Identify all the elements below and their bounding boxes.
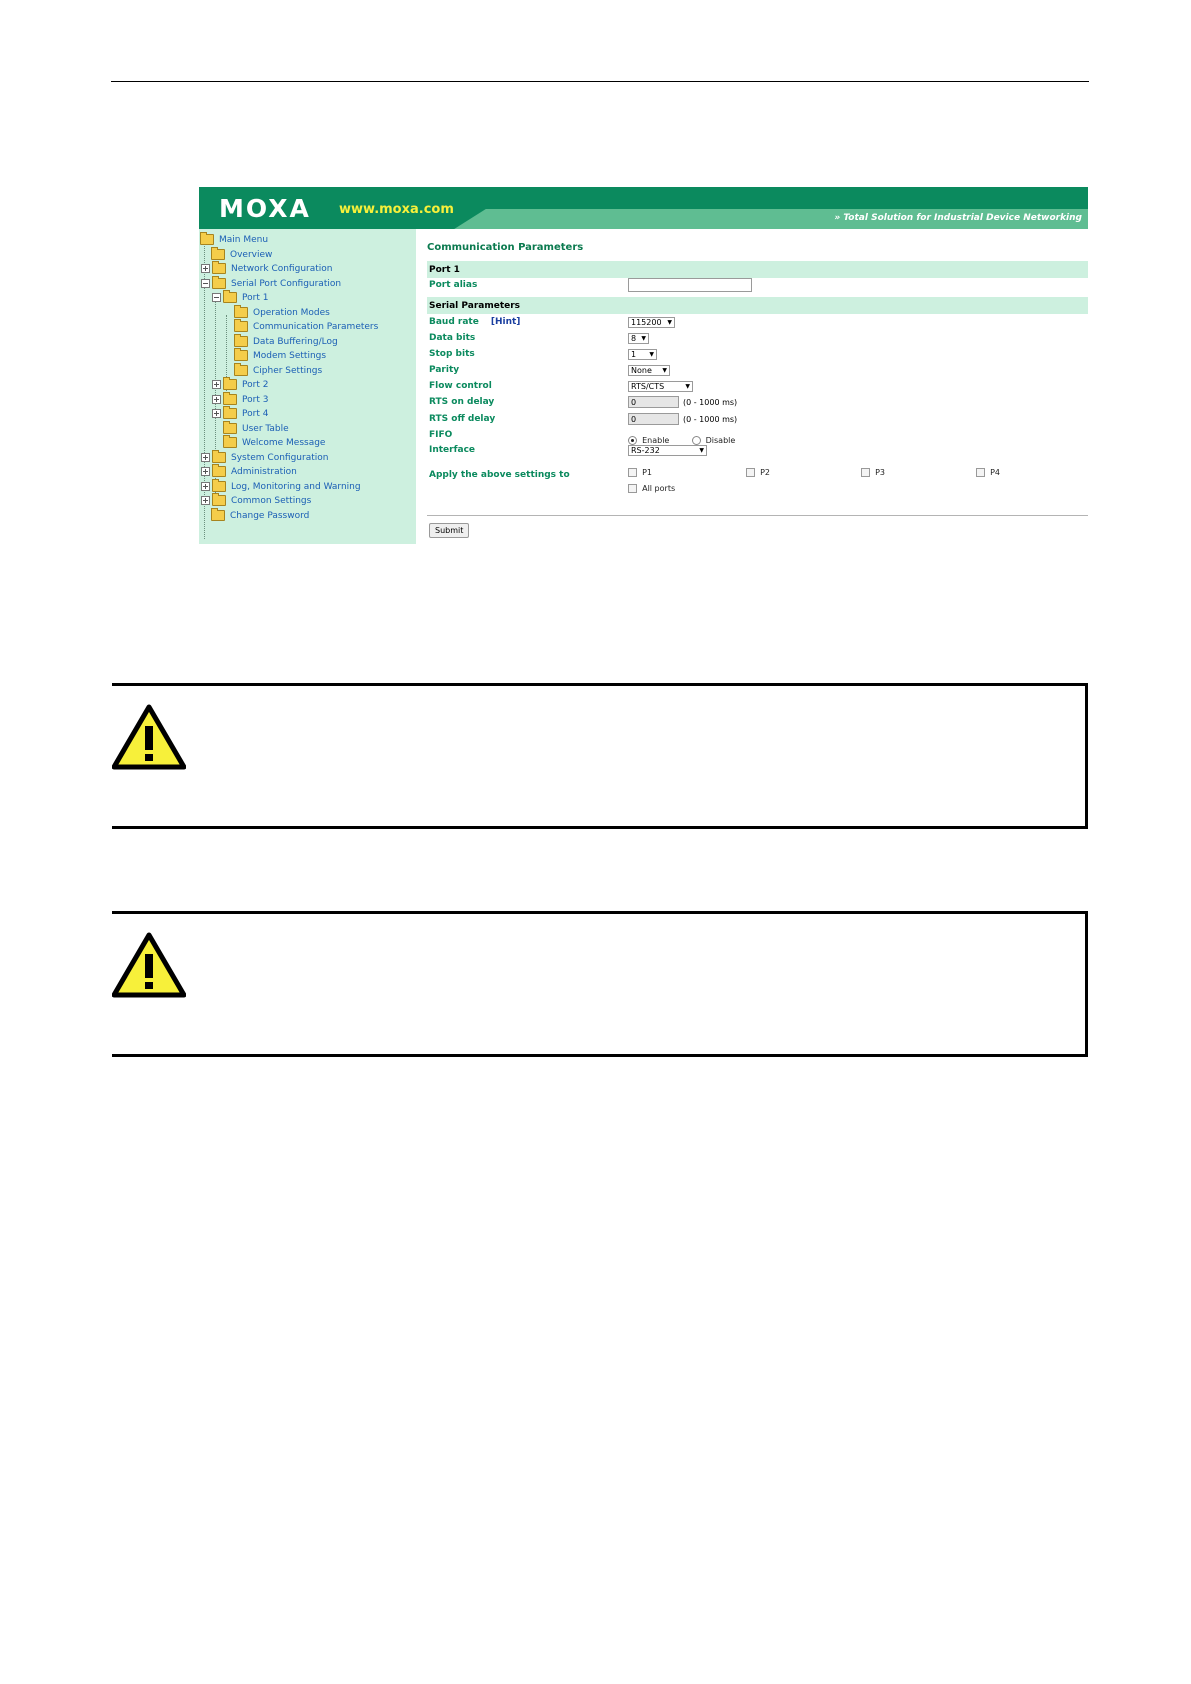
logo-url[interactable]: www.moxa.com xyxy=(339,202,454,217)
folder-icon xyxy=(223,423,237,434)
moxa-logo: MOXA xyxy=(219,194,311,223)
fifo-enable-label: Enable xyxy=(642,436,670,445)
rts-on-delay-field xyxy=(628,396,737,408)
form-separator xyxy=(427,515,1088,516)
menu-item-port-3[interactable] xyxy=(212,392,268,407)
folder-icon xyxy=(211,249,225,260)
p1-label: P1 xyxy=(642,468,653,477)
warning-icon xyxy=(112,932,186,998)
folder-icon xyxy=(212,263,226,274)
menu-label: Port 3 xyxy=(242,394,269,405)
dropdown-arrow-icon: ▼ xyxy=(667,319,672,326)
menu-item-common-settings[interactable] xyxy=(201,493,311,508)
header-tagline xyxy=(834,213,1082,223)
folder-icon xyxy=(223,379,237,390)
warning-icon xyxy=(112,704,186,770)
hint-link[interactable]: [Hint] xyxy=(490,317,521,327)
fifo-disable-label: Disable xyxy=(705,436,736,445)
menu-item-serial-port-configuration[interactable] xyxy=(201,276,341,291)
dropdown-arrow-icon: ▼ xyxy=(699,447,704,454)
submit-button[interactable]: Submit xyxy=(429,523,469,538)
menu-item-operation-modes[interactable] xyxy=(234,305,330,320)
port-p2[interactable] xyxy=(746,462,770,481)
menu-item-change-password[interactable] xyxy=(211,508,309,523)
stop-bits-value: 1 xyxy=(631,350,637,359)
menu-item-user-table[interactable] xyxy=(223,421,289,436)
interface-label: Interface xyxy=(429,445,476,455)
expand-icon[interactable] xyxy=(212,409,221,418)
p1-checkbox[interactable] xyxy=(628,468,637,477)
folder-icon xyxy=(234,307,248,318)
data-bits-label: Data bits xyxy=(429,333,476,343)
menu-item-administration[interactable] xyxy=(201,464,297,479)
folder-icon xyxy=(212,481,226,492)
menu-label: System Configuration xyxy=(231,452,329,463)
expand-icon[interactable] xyxy=(201,467,210,476)
folder-icon xyxy=(211,510,225,521)
menu-item-port-4[interactable] xyxy=(212,406,268,421)
menu-label: Data Buffering/Log xyxy=(253,336,338,347)
data-bits-select[interactable] xyxy=(628,333,649,344)
menu-label: Communication Parameters xyxy=(253,321,379,332)
stop-bits-select[interactable] xyxy=(628,349,657,360)
p3-label: P3 xyxy=(875,468,886,477)
parity-label: Parity xyxy=(429,365,460,375)
expand-icon[interactable] xyxy=(212,395,221,404)
baud-rate-select[interactable] xyxy=(628,317,675,328)
folder-icon xyxy=(234,365,248,376)
menu-item-data-buffering-log[interactable] xyxy=(234,334,338,349)
menu-item-log-monitoring-warning[interactable] xyxy=(201,479,361,494)
menu-label: Cipher Settings xyxy=(253,365,323,376)
dropdown-arrow-icon: ▼ xyxy=(641,335,646,342)
expand-icon[interactable] xyxy=(212,380,221,389)
menu-item-communication-parameters[interactable] xyxy=(234,319,378,334)
parity-select[interactable] xyxy=(628,365,670,376)
tagline-text: Total Solution for Industrial Device Networking xyxy=(843,213,1082,223)
port-heading-bar xyxy=(427,261,1088,278)
page-top-rule xyxy=(111,81,1089,82)
rts-off-delay-field xyxy=(628,413,737,425)
menu-item-port-2[interactable] xyxy=(212,377,268,392)
menu-label: Overview xyxy=(230,249,273,260)
folder-open-icon xyxy=(223,292,237,303)
folder-icon xyxy=(234,321,248,332)
baud-rate-value: 115200 xyxy=(631,318,662,327)
p2-label: P2 xyxy=(760,468,771,477)
menu-label: Port 2 xyxy=(242,379,269,390)
rts-off-delay-input[interactable]: 0 xyxy=(628,413,679,425)
p4-checkbox[interactable] xyxy=(976,468,985,477)
attention-box-2 xyxy=(112,911,1088,1057)
menu-label: Administration xyxy=(231,466,297,477)
rts-off-range: (0 - 1000 ms) xyxy=(683,414,738,424)
menu-item-overview[interactable] xyxy=(211,247,272,262)
menu-label: Main Menu xyxy=(219,234,269,245)
rts-on-delay-input[interactable]: 0 xyxy=(628,396,679,408)
menu-item-modem-settings[interactable] xyxy=(234,348,326,363)
chevrons-icon: » xyxy=(834,213,844,223)
menu-label: Welcome Message xyxy=(242,437,326,448)
interface-value: RS-232 xyxy=(631,446,660,455)
collapse-icon[interactable] xyxy=(201,279,210,288)
rts-on-range: (0 - 1000 ms) xyxy=(683,397,738,407)
port-alias-field[interactable] xyxy=(628,278,752,292)
expand-icon[interactable] xyxy=(201,482,210,491)
interface-select[interactable] xyxy=(628,445,707,456)
main-menu xyxy=(199,229,416,544)
folder-icon xyxy=(212,452,226,463)
apply-settings-label: Apply the above settings to xyxy=(429,470,570,480)
parity-value: None xyxy=(631,366,652,375)
folder-icon xyxy=(234,336,248,347)
menu-item-system-configuration[interactable] xyxy=(201,450,328,465)
flow-control-select[interactable] xyxy=(628,381,693,392)
p4-label: P4 xyxy=(990,468,1001,477)
menu-label: Port 1 xyxy=(242,292,269,303)
folder-icon xyxy=(223,408,237,419)
baud-rate-label xyxy=(429,317,520,327)
folder-icon xyxy=(234,350,248,361)
expand-icon[interactable] xyxy=(201,453,210,462)
dropdown-arrow-icon: ▼ xyxy=(649,351,654,358)
menu-label: User Table xyxy=(242,423,289,434)
folder-icon xyxy=(223,437,237,448)
all-ports-label: All ports xyxy=(642,484,676,493)
folder-icon xyxy=(212,466,226,477)
menu-label: Modem Settings xyxy=(253,350,327,361)
port-heading: Port 1 xyxy=(429,264,460,275)
menu-item-main-menu[interactable] xyxy=(200,232,268,247)
fifo-disable-radio[interactable] xyxy=(692,436,701,445)
dropdown-arrow-icon: ▼ xyxy=(685,383,690,390)
all-ports[interactable] xyxy=(628,478,675,497)
data-bits-value: 8 xyxy=(631,334,637,343)
menu-item-port-1[interactable] xyxy=(212,290,268,305)
menu-label: Change Password xyxy=(230,510,310,521)
fifo-enable-radio[interactable] xyxy=(628,436,637,445)
web-console-screenshot xyxy=(199,187,1088,544)
expand-icon[interactable] xyxy=(201,496,210,505)
dropdown-arrow-icon: ▼ xyxy=(662,367,667,374)
serial-parameters-heading: Serial Parameters xyxy=(429,300,521,311)
menu-label: Common Settings xyxy=(231,495,312,506)
content-panel xyxy=(416,229,1088,544)
menu-item-welcome-message[interactable] xyxy=(223,435,325,450)
collapse-icon[interactable] xyxy=(212,293,221,302)
flow-control-label: Flow control xyxy=(429,381,492,391)
folder-icon xyxy=(223,394,237,405)
attention-box-1 xyxy=(112,683,1088,829)
expand-icon[interactable] xyxy=(201,264,210,273)
rts-off-delay-label: RTS off delay xyxy=(429,414,496,424)
baud-rate-text: Baud rate xyxy=(429,317,479,327)
port-alias-input[interactable] xyxy=(628,278,752,292)
menu-label: Port 4 xyxy=(242,408,269,419)
p2-checkbox[interactable] xyxy=(746,468,755,477)
header-banner xyxy=(199,187,1088,229)
fifo-label: FIFO xyxy=(429,430,453,440)
port-p3[interactable] xyxy=(861,462,885,481)
menu-item-network-configuration[interactable] xyxy=(201,261,332,276)
menu-label: Serial Port Configuration xyxy=(231,278,342,289)
menu-label: Operation Modes xyxy=(253,307,330,318)
folder-icon xyxy=(212,495,226,506)
rts-on-delay-label: RTS on delay xyxy=(429,397,495,407)
flow-control-value: RTS/CTS xyxy=(631,382,665,391)
all-ports-checkbox[interactable] xyxy=(628,484,637,493)
port-alias-label: Port alias xyxy=(429,280,478,290)
folder-open-icon xyxy=(212,278,226,289)
menu-label: Log, Monitoring and Warning xyxy=(231,481,361,492)
folder-open-icon xyxy=(200,234,214,245)
page-title: Communication Parameters xyxy=(427,242,584,253)
stop-bits-label: Stop bits xyxy=(429,349,475,359)
port-p4[interactable] xyxy=(976,462,1000,481)
menu-label: Network Configuration xyxy=(231,263,333,274)
serial-parameters-bar xyxy=(427,297,1088,314)
menu-item-cipher-settings[interactable] xyxy=(234,363,322,378)
p3-checkbox[interactable] xyxy=(861,468,870,477)
